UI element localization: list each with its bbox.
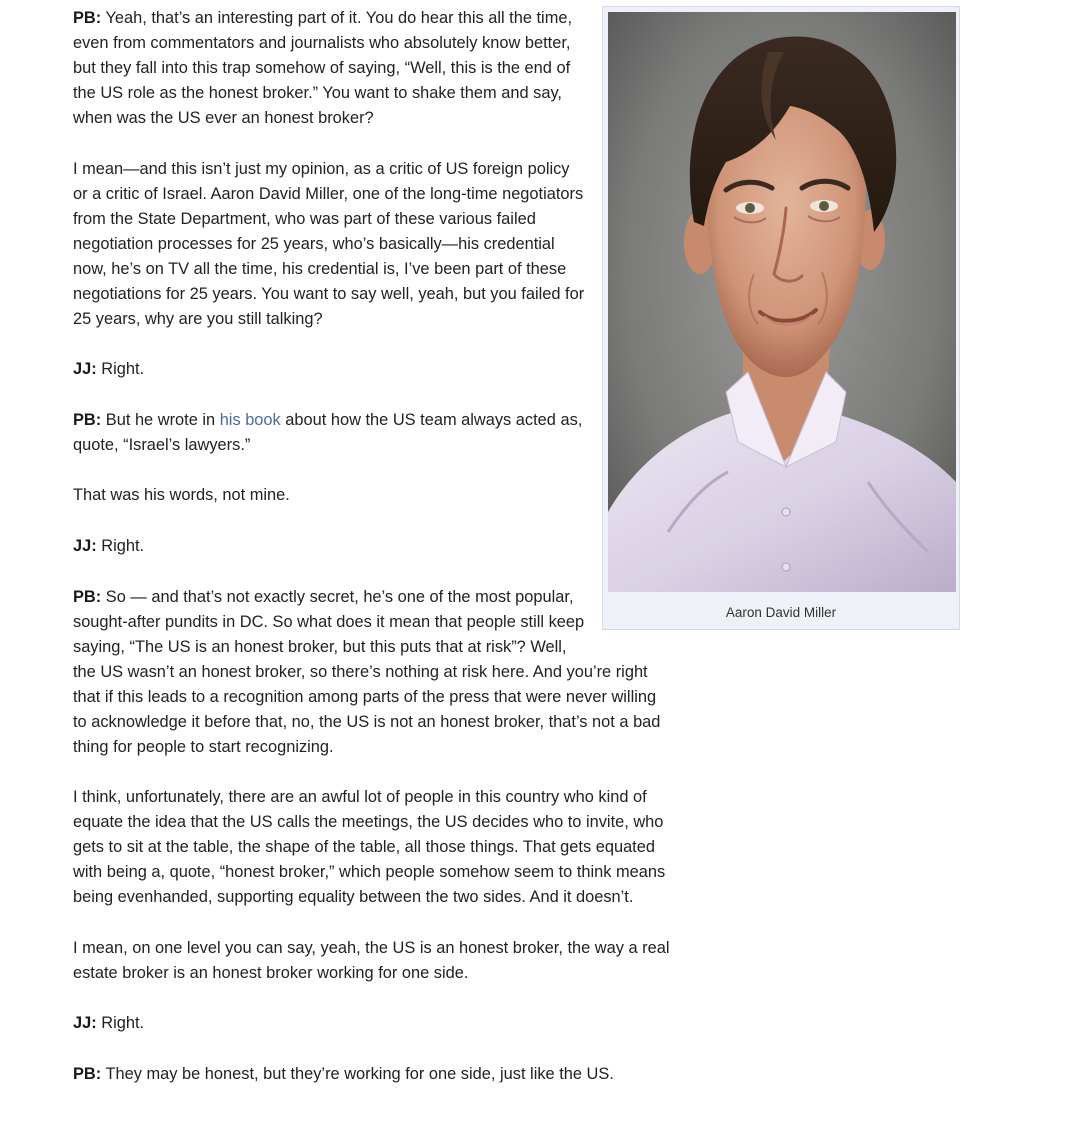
transcript-paragraph: I mean—and this isn’t just my opinion, as a critic of US foreign policy or a critic of Israel. Aaron David Miller, one of the long-time negotiators from the State Department, who was part of these various failed negotiation processes for 25 years, who’s basically—his credential now, he’s on TV all the time, his credential is, I’ve been part of these negotiations for 25 years. You want to say well, yeah, but you failed for 25 years, why are you still talking? [73,159,585,328]
speaker-label: PB: [73,587,102,606]
portrait-photo [608,12,956,592]
speaker-label: JJ: [73,360,97,379]
transcript-paragraph: I mean, on one level you can say, yeah, the US is an honest broker, the way a real estate broker is an honest broker working for one side. [73,938,670,982]
paragraph-text: Yeah, that’s an interesting part of it. You do hear this all the time, even from commentators and journalists who absolutely know better, but they fall into this trap somehow of saying, “Well, this is the end of the US role as the honest broker.” You want to shake them and say, when was the US ever an honest broker? [73,9,573,127]
paragraph-text: Right. [96,536,145,555]
paragraph-text: Right. [96,1014,145,1033]
transcript-paragraph [73,408,673,458]
speaker-label: PB: [73,410,102,429]
transcript-paragraph: I think, unfortunately, there are an awful lot of people in this country who kind of equate the idea that the US calls the meetings, the US decides who to invite, who gets to sit at the table, the shape of the table, all those things. That gets equated with being a, quote, “honest broker,” which people somehow seem to think means being evenhanded, supporting equality between the two sides. And it doesn’t. [73,788,666,907]
paragraph-text: Right. [96,360,145,379]
transcript-paragraph [73,585,673,760]
speaker-label: JJ: [73,536,97,555]
paragraph-text: They may be honest, but they’re working for one side, just like the US. [101,1064,614,1083]
paragraph-text: So — and that’s not exactly secret, he’s one of the most popular, sought-after pundits in DC. So what does it mean that people still keep saying, “The US is an honest broker, but this puts that at risk”? Well, the US wasn’t an honest broker, so there’s nothing at risk here. And you’re right that if this leads to a recognition among parts of the press that were never willing to acknowledge it before that, no, the US is not an honest broker, that’s not a bad thing for people to start recognizing. [73,587,661,756]
paragraph-text: But he wrote in [101,410,220,429]
transcript-paragraph [73,1011,673,1036]
article-body [73,6,837,1113]
speaker-label: JJ: [73,1014,97,1033]
speaker-label: PB: [73,9,102,27]
transcript-paragraph [73,1062,673,1087]
transcript-paragraph [73,534,673,559]
his-book-link[interactable]: his book [219,410,281,429]
speaker-label: PB: [73,1064,102,1083]
transcript-paragraph: That was his words, not mine. [73,486,290,505]
photo-caption: Aaron David Miller [725,605,837,620]
transcript-paragraph [73,6,673,131]
photo-figure [602,6,960,630]
paragraph-text: about how the US team always acted as, quote, “Israel’s lawyers.” [73,410,583,454]
transcript-paragraph [73,357,673,382]
